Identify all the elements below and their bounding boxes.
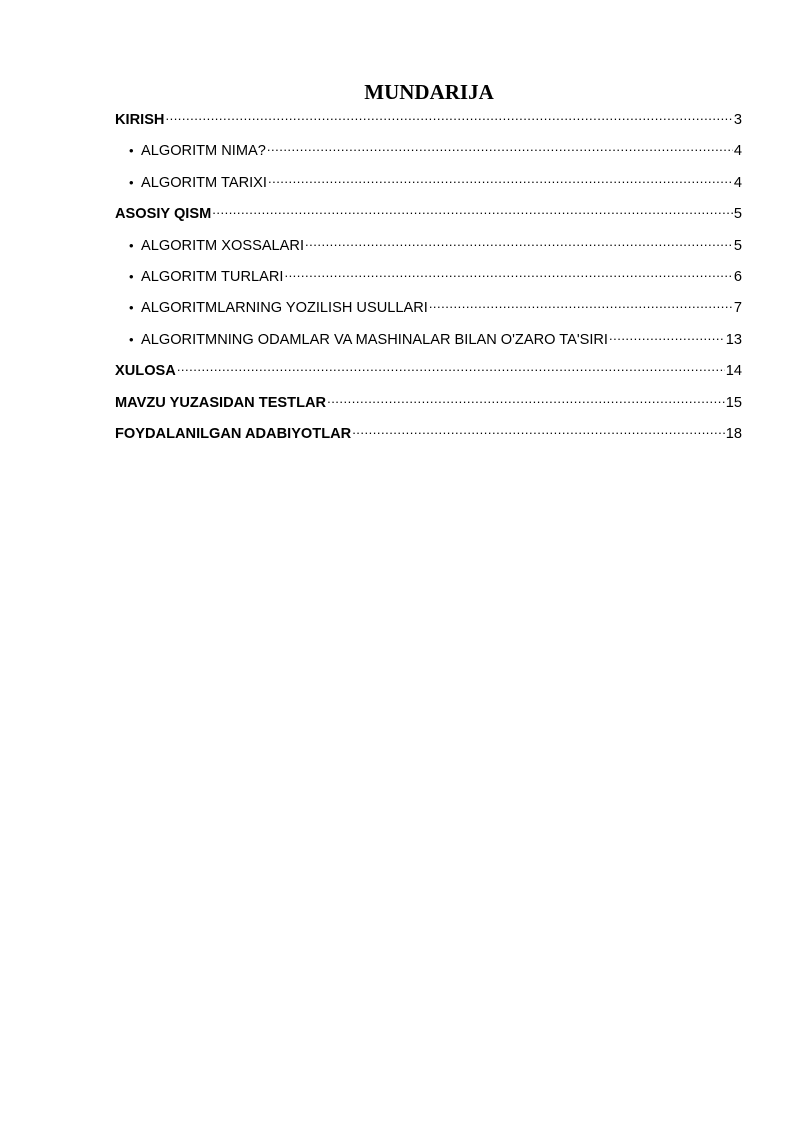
bullet-icon: • (129, 143, 134, 159)
dot-leader (165, 108, 732, 124)
dot-leader (267, 139, 733, 155)
dot-leader (177, 359, 725, 375)
toc-entry-label: ALGORITM NIMA? (141, 143, 266, 160)
dot-leader (268, 171, 733, 187)
toc-entry[interactable] (115, 202, 742, 233)
toc-entry[interactable] (115, 296, 742, 327)
toc-entry-label: MAVZU YUZASIDAN TESTLAR (115, 394, 327, 411)
toc-title: MUNDARIJA (364, 80, 494, 104)
toc-entry-label: ALGORITM TURLARI (141, 268, 284, 285)
toc-entry[interactable] (115, 139, 742, 170)
toc-page-number: 13 (725, 331, 742, 348)
toc-entry-label: ALGORITM TARIXI (141, 174, 267, 191)
toc-entry-label: ASOSIY QISM (115, 206, 212, 223)
toc-entry[interactable] (115, 171, 742, 202)
bullet-icon: • (129, 237, 134, 253)
toc-page-number: 7 (733, 300, 742, 317)
toc-page-number: 6 (733, 268, 742, 285)
toc-page-number: 5 (733, 237, 742, 254)
toc-page-number: 4 (733, 174, 742, 191)
dot-leader (305, 234, 733, 250)
toc-page-number: 18 (725, 425, 742, 442)
toc-entry-label: ALGORITMNING ODAMLAR VA MASHINALAR BILAN O'ZARO TA'SIRI (141, 331, 608, 348)
dot-leader (327, 391, 725, 407)
table-of-contents (115, 108, 742, 453)
toc-page-number: 14 (725, 363, 742, 380)
toc-page-number: 4 (733, 143, 742, 160)
toc-entry[interactable] (115, 359, 742, 390)
toc-entry[interactable] (115, 108, 742, 139)
dot-leader (429, 296, 733, 312)
dot-leader (352, 422, 725, 438)
dot-leader (284, 265, 732, 281)
toc-entry[interactable] (115, 328, 742, 359)
bullet-icon: • (129, 331, 134, 347)
toc-page-number: 3 (733, 112, 742, 128)
dot-leader (609, 328, 725, 344)
bullet-icon: • (129, 174, 134, 190)
bullet-icon: • (129, 268, 134, 284)
toc-entry[interactable] (115, 391, 742, 422)
bullet-icon: • (129, 300, 134, 316)
toc-entry-label: ALGORITMLARNING YOZILISH USULLARI (141, 300, 428, 317)
toc-entry-label: KIRISH (115, 112, 165, 128)
toc-entry[interactable] (115, 422, 742, 453)
toc-entry[interactable] (115, 234, 742, 265)
dot-leader (212, 202, 733, 218)
toc-entry-label: ALGORITM XOSSALARI (141, 237, 305, 254)
toc-entry[interactable] (115, 265, 742, 296)
toc-page-number: 15 (725, 394, 742, 411)
toc-entry-label: XULOSA (115, 363, 176, 380)
toc-entry-label: FOYDALANILGAN ADABIYOTLAR (115, 425, 352, 442)
toc-page-number: 5 (733, 206, 742, 223)
